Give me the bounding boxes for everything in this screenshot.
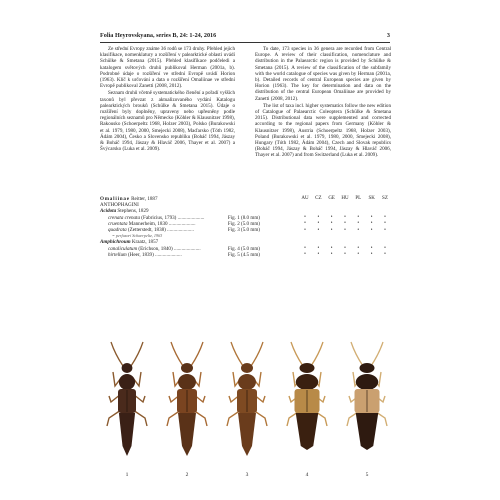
beetle-abdomen [119,413,135,456]
leg-left-3 [107,410,121,426]
figure-plate [97,338,397,488]
presence-dot: • [330,215,333,221]
species-name: cruentata [108,220,128,227]
beetle-pronotum [119,374,135,390]
country-code: GE [328,196,335,201]
distribution-row [300,221,390,227]
family-author: Reitter, 1887 [129,196,158,202]
beetle-head [241,363,253,373]
country-code: AU [301,196,309,201]
taxon-author: (Fabricius, 1793) ..................... [140,214,205,221]
presence-dot: • [357,221,360,227]
antenna-left [351,342,363,366]
taxon-author: (Heer, 1839) ..................... [126,251,182,258]
presence-dot: • [344,227,346,233]
english-paragraph-2: The list of taxa incl. higher systematics follow the new edition of Catalogue of Palaearctic Coleoptera (Schülke & Smetana 2015). Distributional data were supplemented and corrected according to the regional papers from Germany (Köhler & Klausnitzer 1998), Austria (Schoerpeltz 1968, Holzer 2003), Poland (Burakowski et al. 1979, 1980, 2000, Smejecki 2008), Hungary (Tóth 1982, Ádám 2004), Czech and Slovak republics (Boháč 1994, Jászay & Boháč 1994, Jászay & Hlaváč 2006, Thayer et al. 2007) and from Switzerland (Luka et al. 2009). [255,102,391,159]
page-number: 3 [386,32,390,39]
beetle-drawing [97,338,157,470]
beetle-abdomen [238,413,256,456]
beetle-head [360,363,375,373]
country-code: HU [341,196,349,201]
antenna-right [371,342,383,366]
presence-dot: • [370,227,373,233]
presence-dot: • [317,227,320,233]
presence-dot: • [344,215,346,221]
antenna-left [291,342,303,366]
presence-dot: • [357,215,360,221]
beetle-head [181,363,193,373]
figure-number: 1 [125,472,129,478]
figure-reference: Fig. 3 (5.0 mm) [227,226,260,233]
presence-dot: • [304,246,306,252]
figure-number: 3 [245,472,249,478]
presence-dot: • [304,215,306,221]
presence-dot: • [330,221,333,227]
taxon-author: (Erichson, 1840) ..................... [137,245,201,252]
species-name: crenata crenata [108,214,141,221]
checklist-rows [100,208,260,258]
english-column [255,46,391,160]
distribution-rows [300,203,390,258]
antenna-left [111,342,123,366]
figure-number: 5 [365,472,369,478]
presence-dot: • [370,221,373,227]
taxon-author: Kraatz, 1857 [130,239,159,246]
beetle-head [300,363,315,373]
species-checklist [100,196,260,258]
presence-dot: • [304,227,306,233]
presence-dot: • [330,227,333,233]
czech-paragraph-1: Ze střední Evropy známe 36 rodů se 173 druhy. Přehled jejich klasifikace, nomenklatury a rozšíření v palearktické oblasti uvádí Schülke & Smetana (2015). Přehled klasifikace podčeledi a katalogem světových druhů publikoval Herman (2001a, b). Podrobné údaje o rozšíření ve střední Evropě uvádí Horion (1963). Klíč k určování a data o rozšíření Omaliinae ve střední Evropě publikoval Zanetti (2008, 2012). [100,46,235,90]
presence-dot: • [317,215,320,221]
presence-dot: • [370,215,373,221]
country-code-header [300,196,390,203]
beetle-abdomen [296,413,319,450]
figure-number: 4 [305,472,309,478]
presence-dot: • [330,252,333,258]
country-code: PL [355,196,362,201]
presence-dot: • [317,221,320,227]
genus-name: Amphichroum [100,239,131,246]
antenna-right [251,342,263,366]
running-header [100,30,390,43]
presence-dot: • [384,221,386,227]
figure-number: 2 [185,472,189,478]
country-code: SZ [382,196,388,201]
presence-dot: • [384,252,386,258]
figure-reference: Fig. 5 (4.5 mm) [227,251,260,258]
presence-dot: • [357,227,360,233]
antenna-right [191,342,203,366]
figure-reference: Fig. 1 (8.0 mm) [227,214,260,221]
leg-right-3 [133,410,147,426]
presence-dot: • [370,252,373,258]
presence-dot: • [344,252,346,258]
presence-dot: • [384,227,386,233]
taxon-author: Mannerheim, 1830 ..................... [127,220,196,227]
beetle-pronotum [178,374,196,390]
tribe-heading: ANTHOPHAGINI [100,202,139,209]
antenna-left [231,342,243,366]
country-code: SK [368,196,375,201]
presence-dot: • [344,246,346,252]
antenna-left [171,342,183,366]
distribution-table [300,196,390,258]
beetle-figure-3 [217,338,277,478]
beetle-drawing [277,338,337,470]
taxon-author: (Zetterstedt, 1838) ..................... [126,226,194,233]
species-name: quadrata [108,226,127,233]
species-name: hirtellum [108,251,127,258]
beetle-figure-1 [97,338,157,478]
beetle-figure-2 [157,338,217,478]
syn-name: = perfusori Schaerpeltz, 1963 [112,233,163,239]
distribution-row [300,252,390,258]
presence-dot: • [304,252,306,258]
beetle-drawing [337,338,397,470]
beetle-abdomen [178,413,196,456]
presence-dot: • [344,221,346,227]
presence-dot: • [357,246,360,252]
species-name: canaliculatum [108,245,138,252]
distribution-row [300,227,390,233]
running-title: Folia Heyrovskyana, series B, 24: 1-24, 2016 [100,32,217,39]
antenna-right [131,342,143,366]
family-name: Omaliinae [100,196,130,202]
presence-dot: • [304,221,306,227]
czech-paragraph-2: Seznam druhů včetně systematického členění a pořadí vyšších taxonů byl převzat z aktualizovaného vydání Katalogu palearktických brouků (Schülke & Smetana 2015). Údaje o rozšíření byly doplněny, upraveny nebo upřesněny podle regionálních seznamů pro Německo (Köhler & Klausnitzer 1998), Rakousko (Schoerpeltz 1968, Holzer 2003), Polsko (Burakowski et al. 1979, 1980, 2000, Smejecki 2008), Maďarsko (Tóth 1982, Ádám 2004), Česko a Slovensko republiku (Boháč 1994, Jászay & Boháč 1994, Jászay & Hlaváč 2006, Thayer et al. 2007) a Švýcarsko (Luka et al. 2009). [100,90,235,153]
beetle-drawing [157,338,217,470]
checklist-row [100,252,260,258]
beetle-pronotum [238,374,256,390]
beetle-figure-5 [337,338,397,478]
beetle-abdomen [356,413,379,450]
beetle-pronotum [356,374,379,390]
beetle-figure-4 [277,338,337,478]
genus-name: Acidota [100,208,117,215]
presence-dot: • [370,246,373,252]
distribution-row [300,215,390,221]
beetle-head [122,363,133,373]
presence-dot: • [317,252,320,258]
beetle-drawing [217,338,277,470]
english-paragraph-1: To date, 173 species in 36 genera are recorded from Central Europe. A review of their classification, nomenclature and distribution in the Palaearctic region is provided by Schülke & Smetana (2015). A review of the classification of the subfamily with the world catalogue of species was given by Herman (2001a, b). Detailed records of central European species are given by Horion (1963). The key for determination and data on the distribution of the central European Omaliinae are provided by Zanetti (2008, 2012). [255,46,391,102]
country-code: CZ [315,196,322,201]
presence-dot: • [384,246,386,252]
presence-dot: • [384,215,386,221]
presence-dot: • [357,252,360,258]
czech-column [100,46,235,153]
beetle-pronotum [296,374,319,390]
antenna-right [311,342,323,366]
figure-reference: Fig. 2 (5.0 mm) [227,220,260,227]
figure-reference: Fig. 4 (5.0 mm) [227,245,260,252]
presence-dot: • [317,246,320,252]
taxon-author: Stephens, 1829 [116,208,149,215]
presence-dot: • [330,246,333,252]
distribution-row [300,246,390,252]
